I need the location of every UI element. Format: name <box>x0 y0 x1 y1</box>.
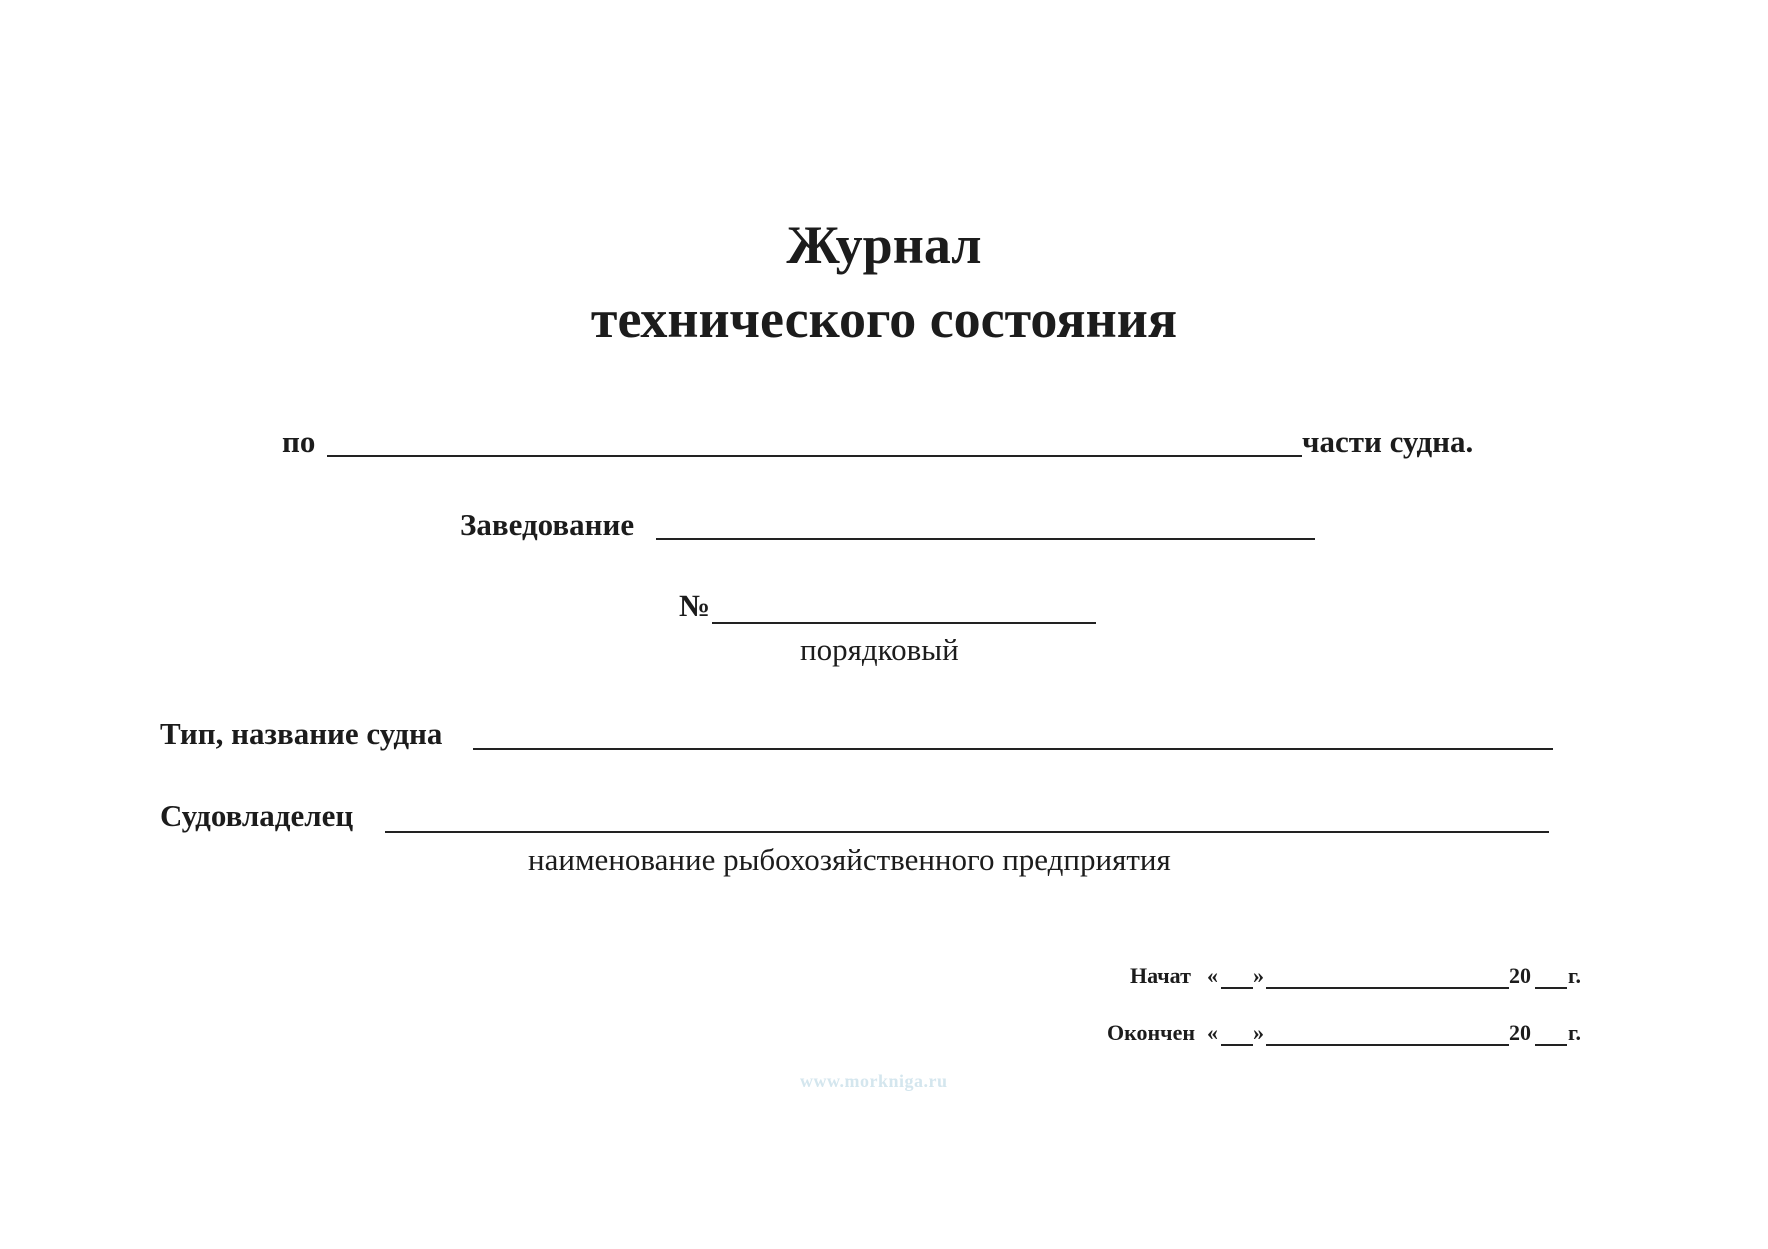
ship-field-line[interactable] <box>473 748 1553 750</box>
owner-caption: наименование рыбохозяйственного предприятия <box>528 842 1171 877</box>
number-field-line[interactable] <box>712 622 1096 624</box>
end-day-quote-close: » <box>1253 1020 1264 1045</box>
document-title-line1: Журнал <box>786 215 982 275</box>
watermark: www.morkniga.ru <box>800 1071 948 1091</box>
number-label: № <box>679 588 711 623</box>
owner-field-line[interactable] <box>385 831 1549 833</box>
end-date-label: Окончен <box>1107 1020 1196 1045</box>
start-month-field-line[interactable] <box>1266 987 1509 989</box>
po-suffix-label: части судна. <box>1302 424 1474 459</box>
start-year-suffix: г. <box>1568 963 1582 988</box>
part-field-line[interactable] <box>327 455 1302 457</box>
zavedovanie-label: Заведование <box>460 507 635 542</box>
end-day-field-line[interactable] <box>1221 1044 1253 1046</box>
start-day-field-line[interactable] <box>1221 987 1253 989</box>
number-caption: порядковый <box>800 632 959 667</box>
owner-label: Судовладелец <box>160 798 354 833</box>
start-date-label: Начат <box>1130 963 1191 988</box>
end-month-field-line[interactable] <box>1266 1044 1509 1046</box>
po-label: по <box>282 424 316 459</box>
start-year-field-line[interactable] <box>1535 987 1567 989</box>
start-day-quote-close: » <box>1253 963 1264 988</box>
document-title-line2: технического состояния <box>590 289 1178 349</box>
start-year-prefix: 20 <box>1509 963 1531 988</box>
end-year-prefix: 20 <box>1509 1020 1531 1045</box>
start-day-quote-open: « <box>1207 963 1218 988</box>
ship-label: Тип, название судна <box>160 716 443 751</box>
end-year-suffix: г. <box>1568 1020 1582 1045</box>
zavedovanie-field-line[interactable] <box>656 538 1315 540</box>
end-year-field-line[interactable] <box>1535 1044 1567 1046</box>
end-day-quote-open: « <box>1207 1020 1218 1045</box>
